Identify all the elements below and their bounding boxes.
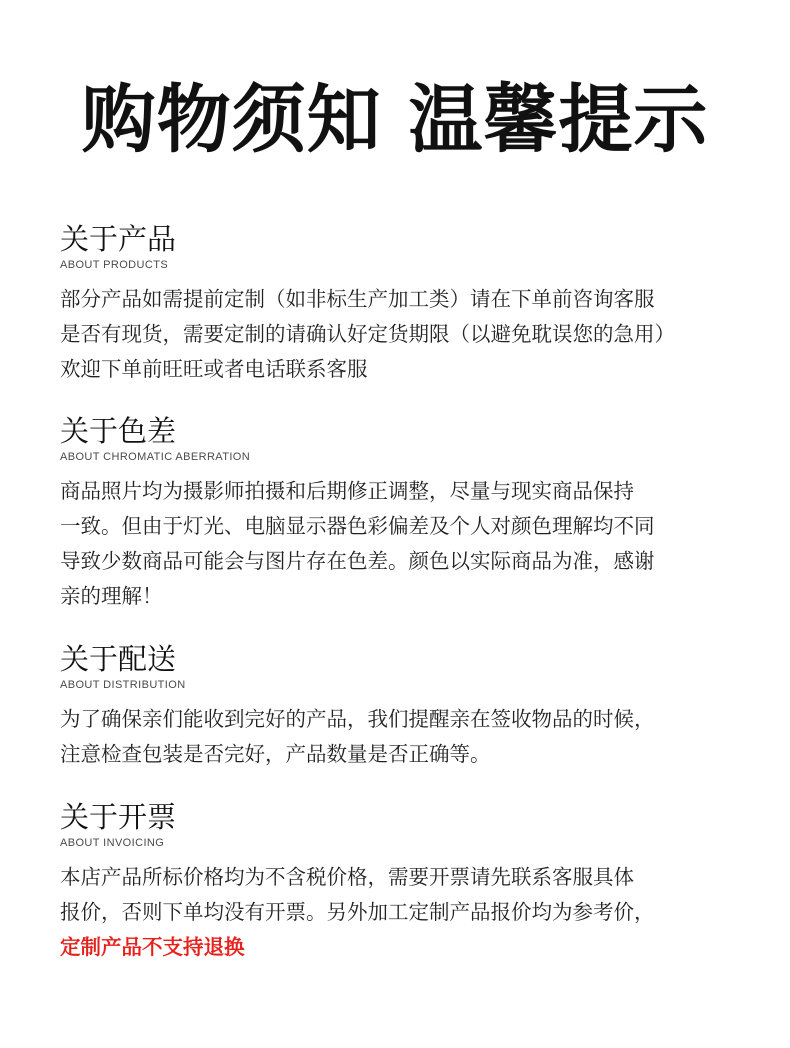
paragraph-line: 报价，否则下单均没有开票。另外加工定制产品报价均为参考价，: [60, 900, 655, 924]
paragraph-line: 是否有现货，需要定制的请确认好定货期限（以避免耽误您的急用）: [60, 322, 675, 346]
paragraph-line: 为了确保亲们能收到完好的产品，我们提醒亲在签收物品的时候，: [60, 707, 655, 731]
paragraph-line: 欢迎下单前旺旺或者电话联系客服: [60, 357, 368, 381]
section-about-products: [60, 222, 750, 387]
section-heading: 关于产品: [60, 222, 177, 256]
paragraph-line: 亲的理解！: [60, 584, 163, 608]
section-about-distribution: [60, 642, 750, 772]
section-body: [60, 282, 750, 387]
section-heading: 关于开票: [60, 800, 177, 834]
section-body: [60, 860, 750, 965]
section-subheading: ABOUT PRODUCTS: [60, 259, 169, 271]
page-title: 购物须知 温馨提示: [81, 77, 709, 163]
section-body: [60, 702, 750, 772]
paragraph-line: 部分产品如需提前定制（如非标生产加工类）请在下单前咨询客服: [60, 287, 655, 311]
section-subheading: ABOUT DISTRIBUTION: [60, 679, 186, 691]
section-subheading: ABOUT CHROMATIC ABERRATION: [60, 451, 251, 463]
notice-no-return: 定制产品不支持退换: [60, 935, 245, 959]
section-heading: 关于色差: [60, 414, 177, 448]
section-subheading: ABOUT INVOICING: [60, 837, 165, 849]
paragraph-line: 本店产品所标价格均为不含税价格，需要开票请先联系客服具体: [60, 865, 634, 889]
section-body: [60, 474, 750, 614]
section-heading: 关于配送: [60, 642, 177, 676]
paragraph-line: 导致少数商品可能会与图片存在色差。颜色以实际商品为准，感谢: [60, 549, 655, 573]
paragraph-line: 注意检查包装是否完好，产品数量是否正确等。: [60, 742, 491, 766]
paragraph-line: 商品照片均为摄影师拍摄和后期修正调整，尽量与现实商品保持: [60, 479, 634, 503]
section-about-invoicing: [60, 800, 750, 965]
paragraph-line: 一致。但由于灯光、电脑显示器色彩偏差及个人对颜色理解均不同: [60, 514, 655, 538]
section-about-chromatic-aberration: [60, 414, 750, 614]
